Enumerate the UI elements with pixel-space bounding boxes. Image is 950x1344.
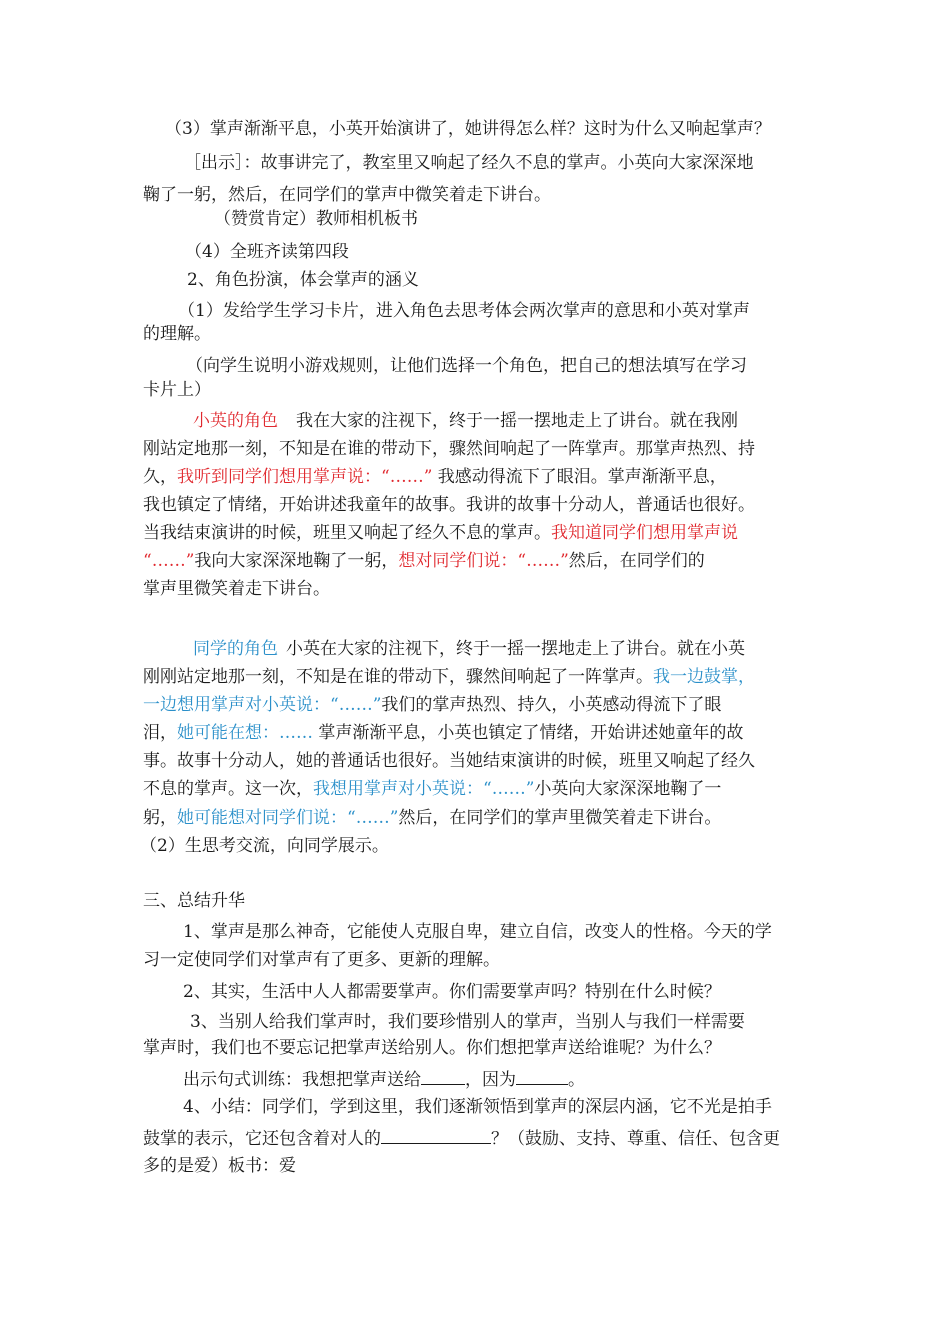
paragraph-line [143, 665, 755, 689]
text-segment: 习一定使同学们对掌声有了更多、更新的理解。 [143, 950, 500, 970]
text-segment: 躬， [143, 808, 177, 828]
text-segment: 鞠了一躬，然后，在同学们的掌声中微笑着走下讲台。 [143, 185, 551, 205]
text-segment: 我感动得流下了眼泪。掌声渐渐平息， [432, 467, 727, 487]
paragraph-line [165, 117, 771, 141]
text-segment: 我在大家的注视下，终于一摇一摆地走上了讲台。就在我刚 [296, 411, 738, 431]
paragraph-line [143, 378, 211, 402]
paragraph-line [143, 549, 705, 573]
highlight-text: 我一边鼓掌， [653, 667, 755, 687]
paragraph-line [143, 777, 721, 801]
text-segment: 泪， [143, 723, 177, 743]
text-segment: 小英向大家深深地鞠了一 [534, 779, 722, 799]
highlight-text: 我想用掌声对小英说：“……” [313, 779, 535, 799]
paragraph-line [214, 207, 418, 231]
role-label-xiaoying: 小英的角色 [193, 411, 278, 431]
role-label-classmate: 同学的角色 [193, 639, 278, 659]
paragraph-line [143, 1036, 721, 1060]
text-segment: 三、总结升华 [143, 891, 245, 911]
paragraph-line [183, 980, 721, 1004]
text-segment: 的理解。 [143, 324, 211, 344]
text-segment: 掌声时，我们也不要忘记把掌声送给别人。你们想把掌声送给谁呢？为什么？ [143, 1038, 721, 1058]
text-segment: （2）生思考交流，向同学展示。 [140, 836, 389, 856]
paragraph-line [143, 521, 738, 545]
text-segment: 掌声渐渐平息，小英也镇定了情绪，开始讲述她童年的故 [313, 723, 744, 743]
paragraph-line [186, 354, 747, 378]
highlight-text: 她可能想对同学们说：“……” [177, 808, 399, 828]
text-segment: 小英在大家的注视下，终于一摇一摆地走上了讲台。就在小英 [286, 639, 745, 659]
text-segment: 当我结束演讲的时候，班里又响起了经久不息的掌声。 [143, 523, 551, 543]
paragraph-line [184, 151, 754, 175]
paragraph-line [143, 806, 721, 830]
text-segment: 刚刚站定地那一刻，不知是在谁的带动下，骤然间响起了一阵掌声。 [143, 667, 653, 687]
highlight-text: 我听到同学们想用掌声说：“……” [177, 467, 433, 487]
text-segment: （3）掌声渐渐平息，小英开始演讲了，她讲得怎么样？这时为什么又响起掌声？ [165, 119, 771, 139]
paragraph-line [143, 577, 330, 601]
text-segment: 然后，在同学们的 [568, 551, 705, 571]
paragraph-line [140, 834, 389, 858]
text-segment: 刚站定地那一刻，不知是在谁的带动下，骤然间响起了一阵掌声。那掌声热烈、持 [143, 439, 755, 459]
section-heading [187, 268, 419, 292]
paragraph-line [183, 1066, 585, 1092]
text-segment: 卡片上） [143, 380, 211, 400]
highlight-text: 她可能在想：…… [177, 723, 313, 743]
text-segment: 鼓掌的表示，它还包含着对人的 [143, 1129, 381, 1149]
highlight-text: 一边想用掌声对小英说：“……” [143, 695, 382, 715]
section-heading [143, 889, 245, 913]
fill-in-blank [421, 1066, 465, 1085]
text-segment: 我也镇定了情绪，开始讲述我童年的故事。我讲的故事十分动人，普通话也很好。 [143, 495, 755, 515]
paragraph-line [143, 1125, 780, 1151]
text-segment: ，因为 [465, 1070, 516, 1090]
paragraph-line [143, 693, 721, 717]
text-segment: 不息的掌声。这一次， [143, 779, 313, 799]
text-segment: 掌声里微笑着走下讲台。 [143, 579, 330, 599]
fill-in-blank [516, 1066, 568, 1085]
text-segment: 久， [143, 467, 177, 487]
text-segment: 。 [568, 1070, 585, 1090]
highlight-text: 想对同学们说：“……” [398, 551, 569, 571]
text-segment: （4）全班齐读第四段 [185, 242, 349, 262]
paragraph-line [143, 948, 500, 972]
text-segment: 2、角色扮演，体会掌声的涵义 [187, 270, 419, 290]
paragraph-line [143, 437, 755, 461]
text-segment: （1）发给学生学习卡片，进入角色去思考体会两次掌声的意思和小英对掌声 [178, 301, 750, 321]
paragraph-line [185, 240, 349, 264]
paragraph-line [143, 1154, 296, 1178]
text-segment: 多的是爱）板书：爱 [143, 1156, 296, 1176]
paragraph-line [190, 1010, 745, 1034]
paragraph-line [143, 465, 727, 489]
paragraph-line [193, 409, 738, 433]
text-segment: 然后，在同学们的掌声里微笑着走下讲台。 [398, 808, 722, 828]
text-segment: 3、当别人给我们掌声时，我们要珍惜别人的掌声，当别人与我们一样需要 [190, 1012, 745, 1032]
fill-in-blank [381, 1125, 491, 1144]
highlight-text: 我知道同学们想用掌声说 [551, 523, 738, 543]
text-segment: 4、小结：同学们，学到这里，我们逐渐领悟到掌声的深层内涵，它不光是拍手 [183, 1097, 772, 1117]
paragraph-line [143, 749, 755, 773]
paragraph-line [193, 637, 745, 661]
text-segment: （赞赏肯定）教师相机板书 [214, 209, 418, 229]
highlight-text: “……” [143, 551, 195, 571]
text-segment: 出示句式训练：我想把掌声送给 [183, 1070, 421, 1090]
text-segment: ？（鼓励、支持、尊重、信任、包含更 [491, 1129, 780, 1149]
paragraph-line [143, 721, 743, 745]
paragraph-line [143, 493, 755, 517]
text-segment: ［出示］：故事讲完了，教室里又响起了经久不息的掌声。小英向大家深深地 [184, 153, 754, 173]
text-segment: 事。故事十分动人，她的普通话也很好。当她结束演讲的时候，班里又响起了经久 [143, 751, 755, 771]
text-segment: 1、掌声是那么神奇，它能使人克服自卑，建立自信，改变人的性格。今天的学 [183, 922, 772, 942]
text-segment: 我向大家深深地鞠了一躬， [194, 551, 399, 571]
paragraph-line [183, 920, 772, 944]
paragraph-line [178, 299, 750, 323]
text-segment: （向学生说明小游戏规则，让他们选择一个角色，把自己的想法填写在学习 [186, 356, 747, 376]
paragraph-line [143, 183, 551, 207]
paragraph-line [143, 322, 211, 346]
text-segment: 我们的掌声热烈、持久，小英感动得流下了眼 [381, 695, 722, 715]
paragraph-line [183, 1095, 772, 1119]
text-segment: 2、其实，生活中人人都需要掌声。你们需要掌声吗？特别在什么时候？ [183, 982, 721, 1002]
